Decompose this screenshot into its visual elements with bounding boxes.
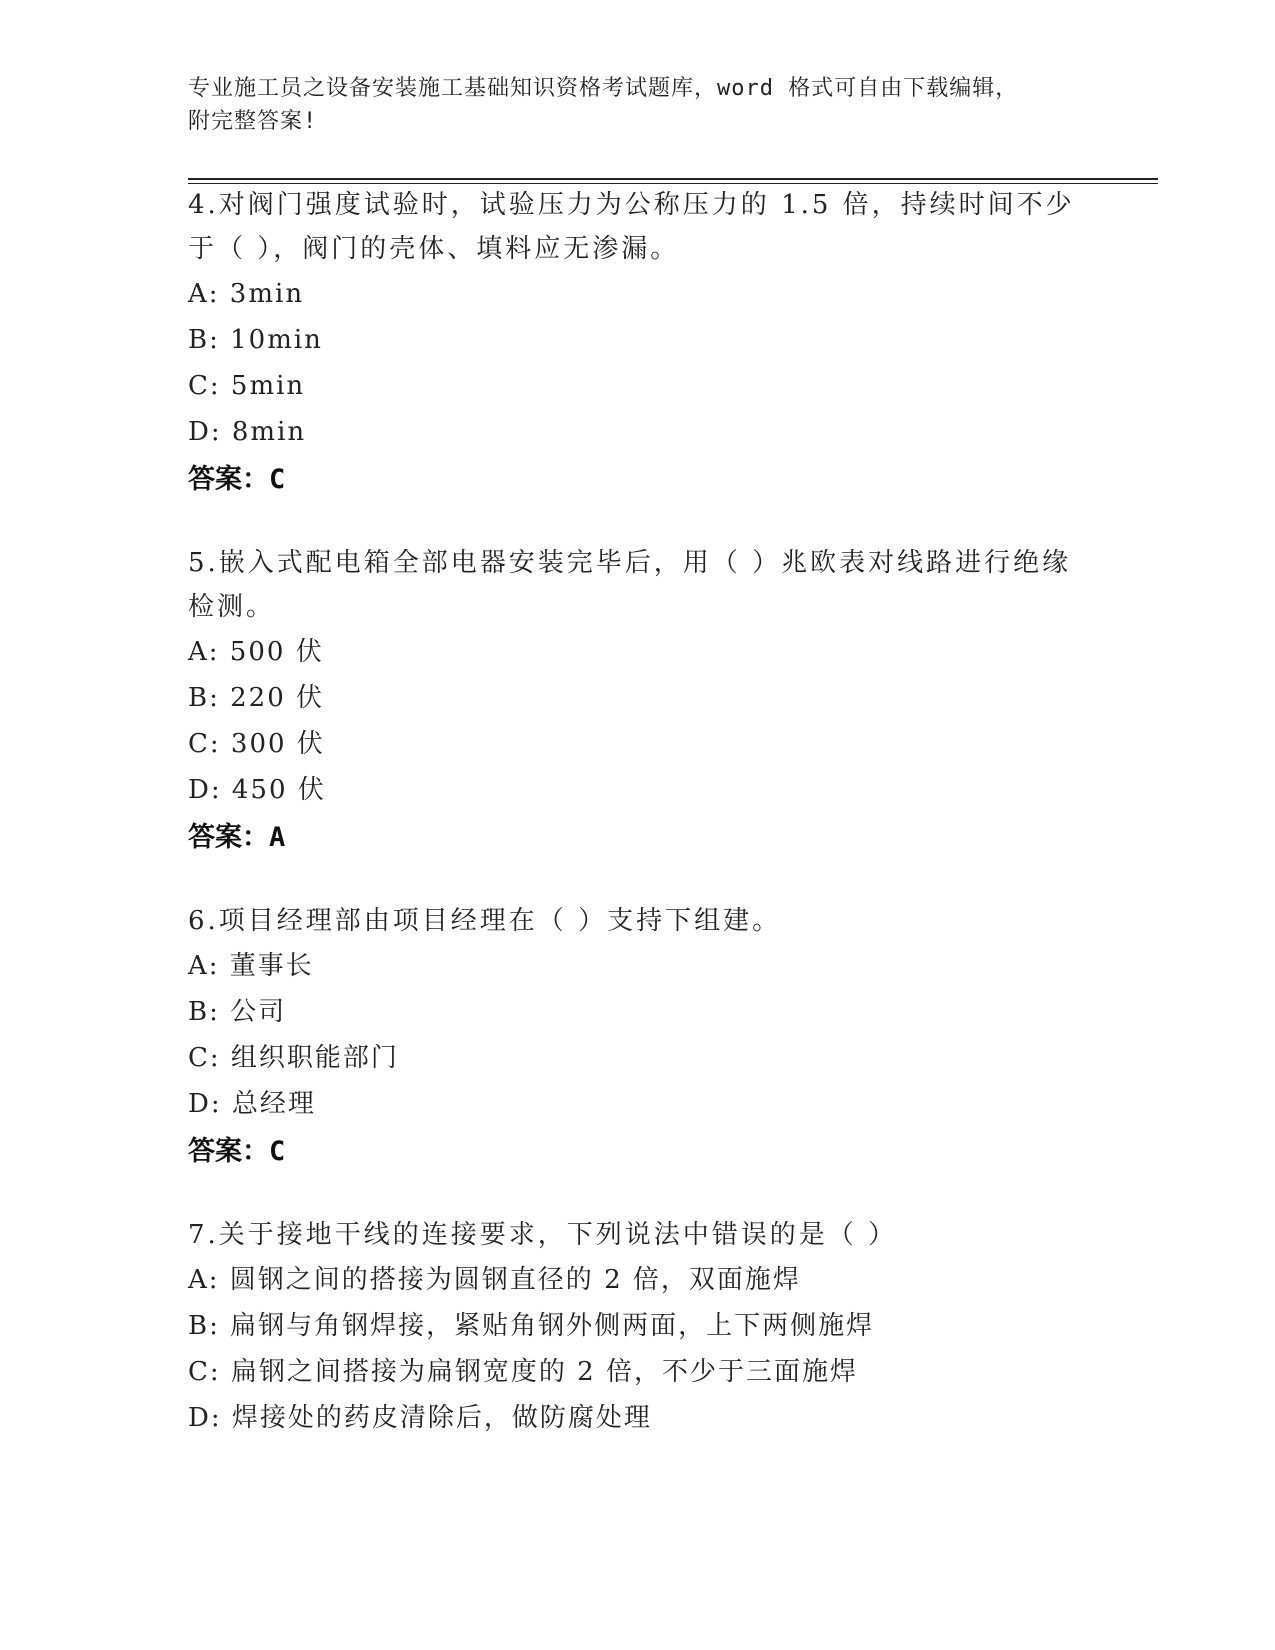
question-text-line: 7.关于接地干线的连接要求，下列说法中错误的是（ ）: [188, 1220, 898, 1250]
option-b: B: 220 伏: [188, 683, 325, 713]
option-d: D: 450 伏: [188, 775, 326, 805]
option-d: D: 总经理: [188, 1089, 316, 1119]
question-text-line: 检测。: [188, 592, 276, 622]
question-6: [188, 899, 1088, 1175]
option-b: B: 扁钢与角钢焊接，紧贴角钢外侧两面，上下两侧施焊: [188, 1311, 875, 1341]
option-a: A: 圆钢之间的搭接为圆钢直径的 2 倍，双面施焊: [188, 1265, 801, 1295]
question-text-line: 5.嵌入式配电箱全部电器安装完毕后，用（ ）兆欧表对线路进行绝缘: [188, 548, 1072, 578]
option-b: B: 公司: [188, 997, 287, 1027]
option-c: C: 5min: [188, 371, 306, 401]
header-line-2: 附完整答案!: [188, 109, 318, 134]
question-7: [188, 1213, 1088, 1441]
option-d: D: 焊接处的药皮清除后，做防腐处理: [188, 1403, 652, 1433]
question-text-line: 4.对阀门强度试验时，试验压力为公称压力的 1.5 倍，持续时间不少: [188, 190, 1075, 220]
option-a: A: 3min: [188, 279, 305, 309]
question-5: [188, 541, 1088, 861]
option-c: C: 300 伏: [188, 729, 325, 759]
option-a: A: 500 伏: [188, 637, 324, 667]
answer: 答案：C: [188, 1136, 286, 1167]
document-header: [188, 72, 1088, 138]
header-line-1: 专业施工员之设备安装施工基础知识资格考试题库，word 格式可自由下载编辑，: [188, 76, 1019, 101]
option-a: A: 董事长: [188, 951, 314, 981]
answer: 答案：C: [188, 464, 286, 495]
question-text-line: 6.项目经理部由项目经理在（ ）支持下组建。: [188, 906, 782, 936]
question-text-line: 于（ ），阀门的壳体、填料应无渗漏。: [188, 234, 680, 264]
option-b: B: 10min: [188, 325, 323, 355]
question-4: [188, 183, 1088, 503]
option-c: C: 组织职能部门: [188, 1043, 399, 1073]
option-d: D: 8min: [188, 417, 307, 447]
option-c: C: 扁钢之间搭接为扁钢宽度的 2 倍，不少于三面施焊: [188, 1357, 858, 1387]
answer: 答案：A: [188, 822, 286, 853]
header-divider-thick: [188, 178, 1158, 180]
